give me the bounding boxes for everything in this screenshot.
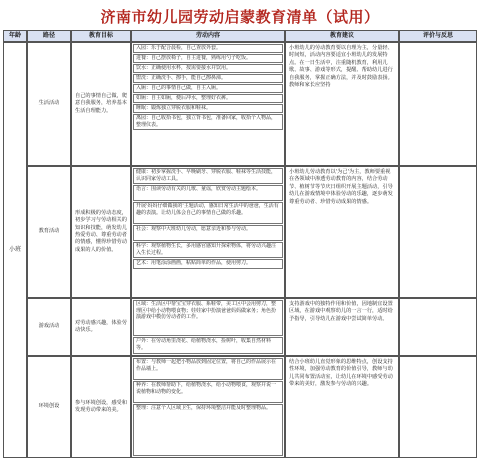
advice-cell: 支持游戏中的独特作用和价值，因地制宜设置区域，在游戏中观察幼儿的一言一行，适时给予指导，引导幼儿在游戏中尝试简单劳动。 — [285, 298, 399, 356]
content-item: 区域：生活区中帮宝宝穿衣服、系鞋带，美工区中会用剪刀，整理区中给小动物喂食物；娃娃家中扮演爸爸妈妈做家务；角色扮演游戏中模仿劳动者的工作。 — [133, 300, 283, 336]
content-item: 饮水：正确使用水杯，按需要接水并饮用。 — [133, 64, 283, 73]
content-item: 户外：在劳动角里浇花、给植物浇水，捡树叶，收集自然材料等。 — [133, 337, 283, 354]
goal-cell: 形成积极的劳动态度，初步学习与劳动相关的知识和技能，萌发幼儿热爱劳动、尊重劳动者的情感，懂得珍惜劳动成果的人的价值。 — [71, 166, 131, 298]
path-cell: 教育活动 — [27, 166, 71, 298]
header-path: 路径 — [27, 30, 71, 42]
header-content: 劳动内容 — [131, 30, 285, 42]
content-item: 盥洗：正确洗手、擦手，能自己擦鼻涕。 — [133, 74, 283, 83]
content-item: 入厕：自己的事情自己做，自主入厕。 — [133, 84, 283, 93]
page-title: 济南市幼儿园劳动启蒙教育清单（试用） — [100, 8, 380, 26]
content-item: 进餐：自己摆放椅子，自主进餐，熟练用勺子吃饭。 — [133, 54, 283, 63]
path-cell: 游戏活动 — [27, 298, 71, 356]
advice-cell: 小班幼儿劳动教育以'为己'为主，教师要重视在各领域中渗透劳动教育的内容，结合劳动节、植树节等节庆日组织开展主题活动，引导幼儿在游戏情境中体验劳动的乐趣，逐步萌发尊重劳动者、珍惜劳动成果的情感。 — [285, 166, 399, 298]
header-age: 年龄 — [3, 30, 27, 42]
content-cell — [131, 166, 285, 298]
header-review: 评价与反思 — [399, 30, 477, 42]
content-item: 科学：观察植物生长，多用感官感知升探索物体，将劳动兴趣注入生长过程。 — [133, 242, 283, 258]
goal-cell: 自己的事情自己做，爬意自我服务，培养基本生活自理能力。 — [71, 42, 131, 166]
content-item: 如厕：自主如厕，便后冲水，整理好衣裤。 — [133, 94, 283, 103]
path-cell: 环境创设 — [27, 356, 71, 458]
content-cell — [131, 356, 285, 458]
goal-cell: 参与环境创设，感受和发现劳动带来的美。 — [71, 356, 131, 458]
review-cell[interactable] — [399, 42, 477, 166]
path-cell: 生活活动 — [27, 42, 71, 166]
content-item: 离园：自己收拾书包，独立背书包，准备回家，收拾个人物品，整理仪表。 — [133, 114, 283, 130]
content-item: 整理：注意个人区域卫生，保持环境整洁并能及时整理物品。 — [133, 404, 283, 456]
content-item: 社会：观察中大班幼儿劳动，愿意亲近和参与劳动。 — [133, 225, 283, 241]
content-cell — [131, 42, 285, 166]
advice-cell: 小班幼儿的劳动教育要以自理为主，分量轻、时间短，活动内容要适宜小班幼儿的发展特点。在一日生活中，注重随机教育，利用儿歌、故事、游戏等形式，提醒、帮助幼儿进行自我服务，掌握正确方法，并及时鼓励表扬。教师和家长应坚持 — [285, 42, 399, 166]
content-item: 种养：在教师帮助下，给植物浇水，给小动物喂食，观察并说一说植物和动物的变化。 — [133, 381, 283, 403]
header-goal: 教育目标 — [71, 30, 131, 42]
content-cell — [131, 298, 285, 356]
content-item: 睡眠：锻炼独立穿脱衣服和鞋袜。 — [133, 104, 283, 113]
inventory-table — [3, 30, 477, 458]
review-cell[interactable] — [399, 356, 477, 458]
content-item: 布置：与教师一起把小物品放到固定位置，将自己的作品展示在作品墙上。 — [133, 358, 283, 380]
review-cell[interactable] — [399, 166, 477, 298]
header-advice: 教育建议 — [285, 30, 399, 42]
content-item: 语言：围读劳动有关的儿歌、童谣，欣赏劳动主题绘本。 — [133, 185, 283, 201]
content-item: 健康：初步掌握洗手、早晚刷牙、穿脱衣服、鞋袜等生活技能，认识同家劳动工具。 — [133, 168, 283, 184]
goal-cell: 对劳动感兴趣，体验劳动快乐。 — [71, 298, 131, 356]
content-item: 入园：乐于配合晨检，自己查放外套。 — [133, 44, 283, 53]
review-cell[interactable] — [399, 298, 477, 356]
content-item: 艺术：用笔涂涂画画，粘贴简单的作品，使用剪刀。 — [133, 259, 283, 269]
age-cell: 小班 — [3, 42, 27, 458]
content-item: 开展'妈妈仔细做我的'主题活动，感知日常生活中的爸爸，生活有趣的表演。让幼儿体会自己的事情自己做的乐趣。 — [133, 202, 283, 224]
advice-cell: 结合小班幼儿直觉形象的思维特点，创设支持性环境，加强劳动教育的价值引导，教师与幼儿共同布置活动室，让幼儿在环境中感受劳动带来的美好，激发参与劳动的兴趣。 — [285, 356, 399, 458]
